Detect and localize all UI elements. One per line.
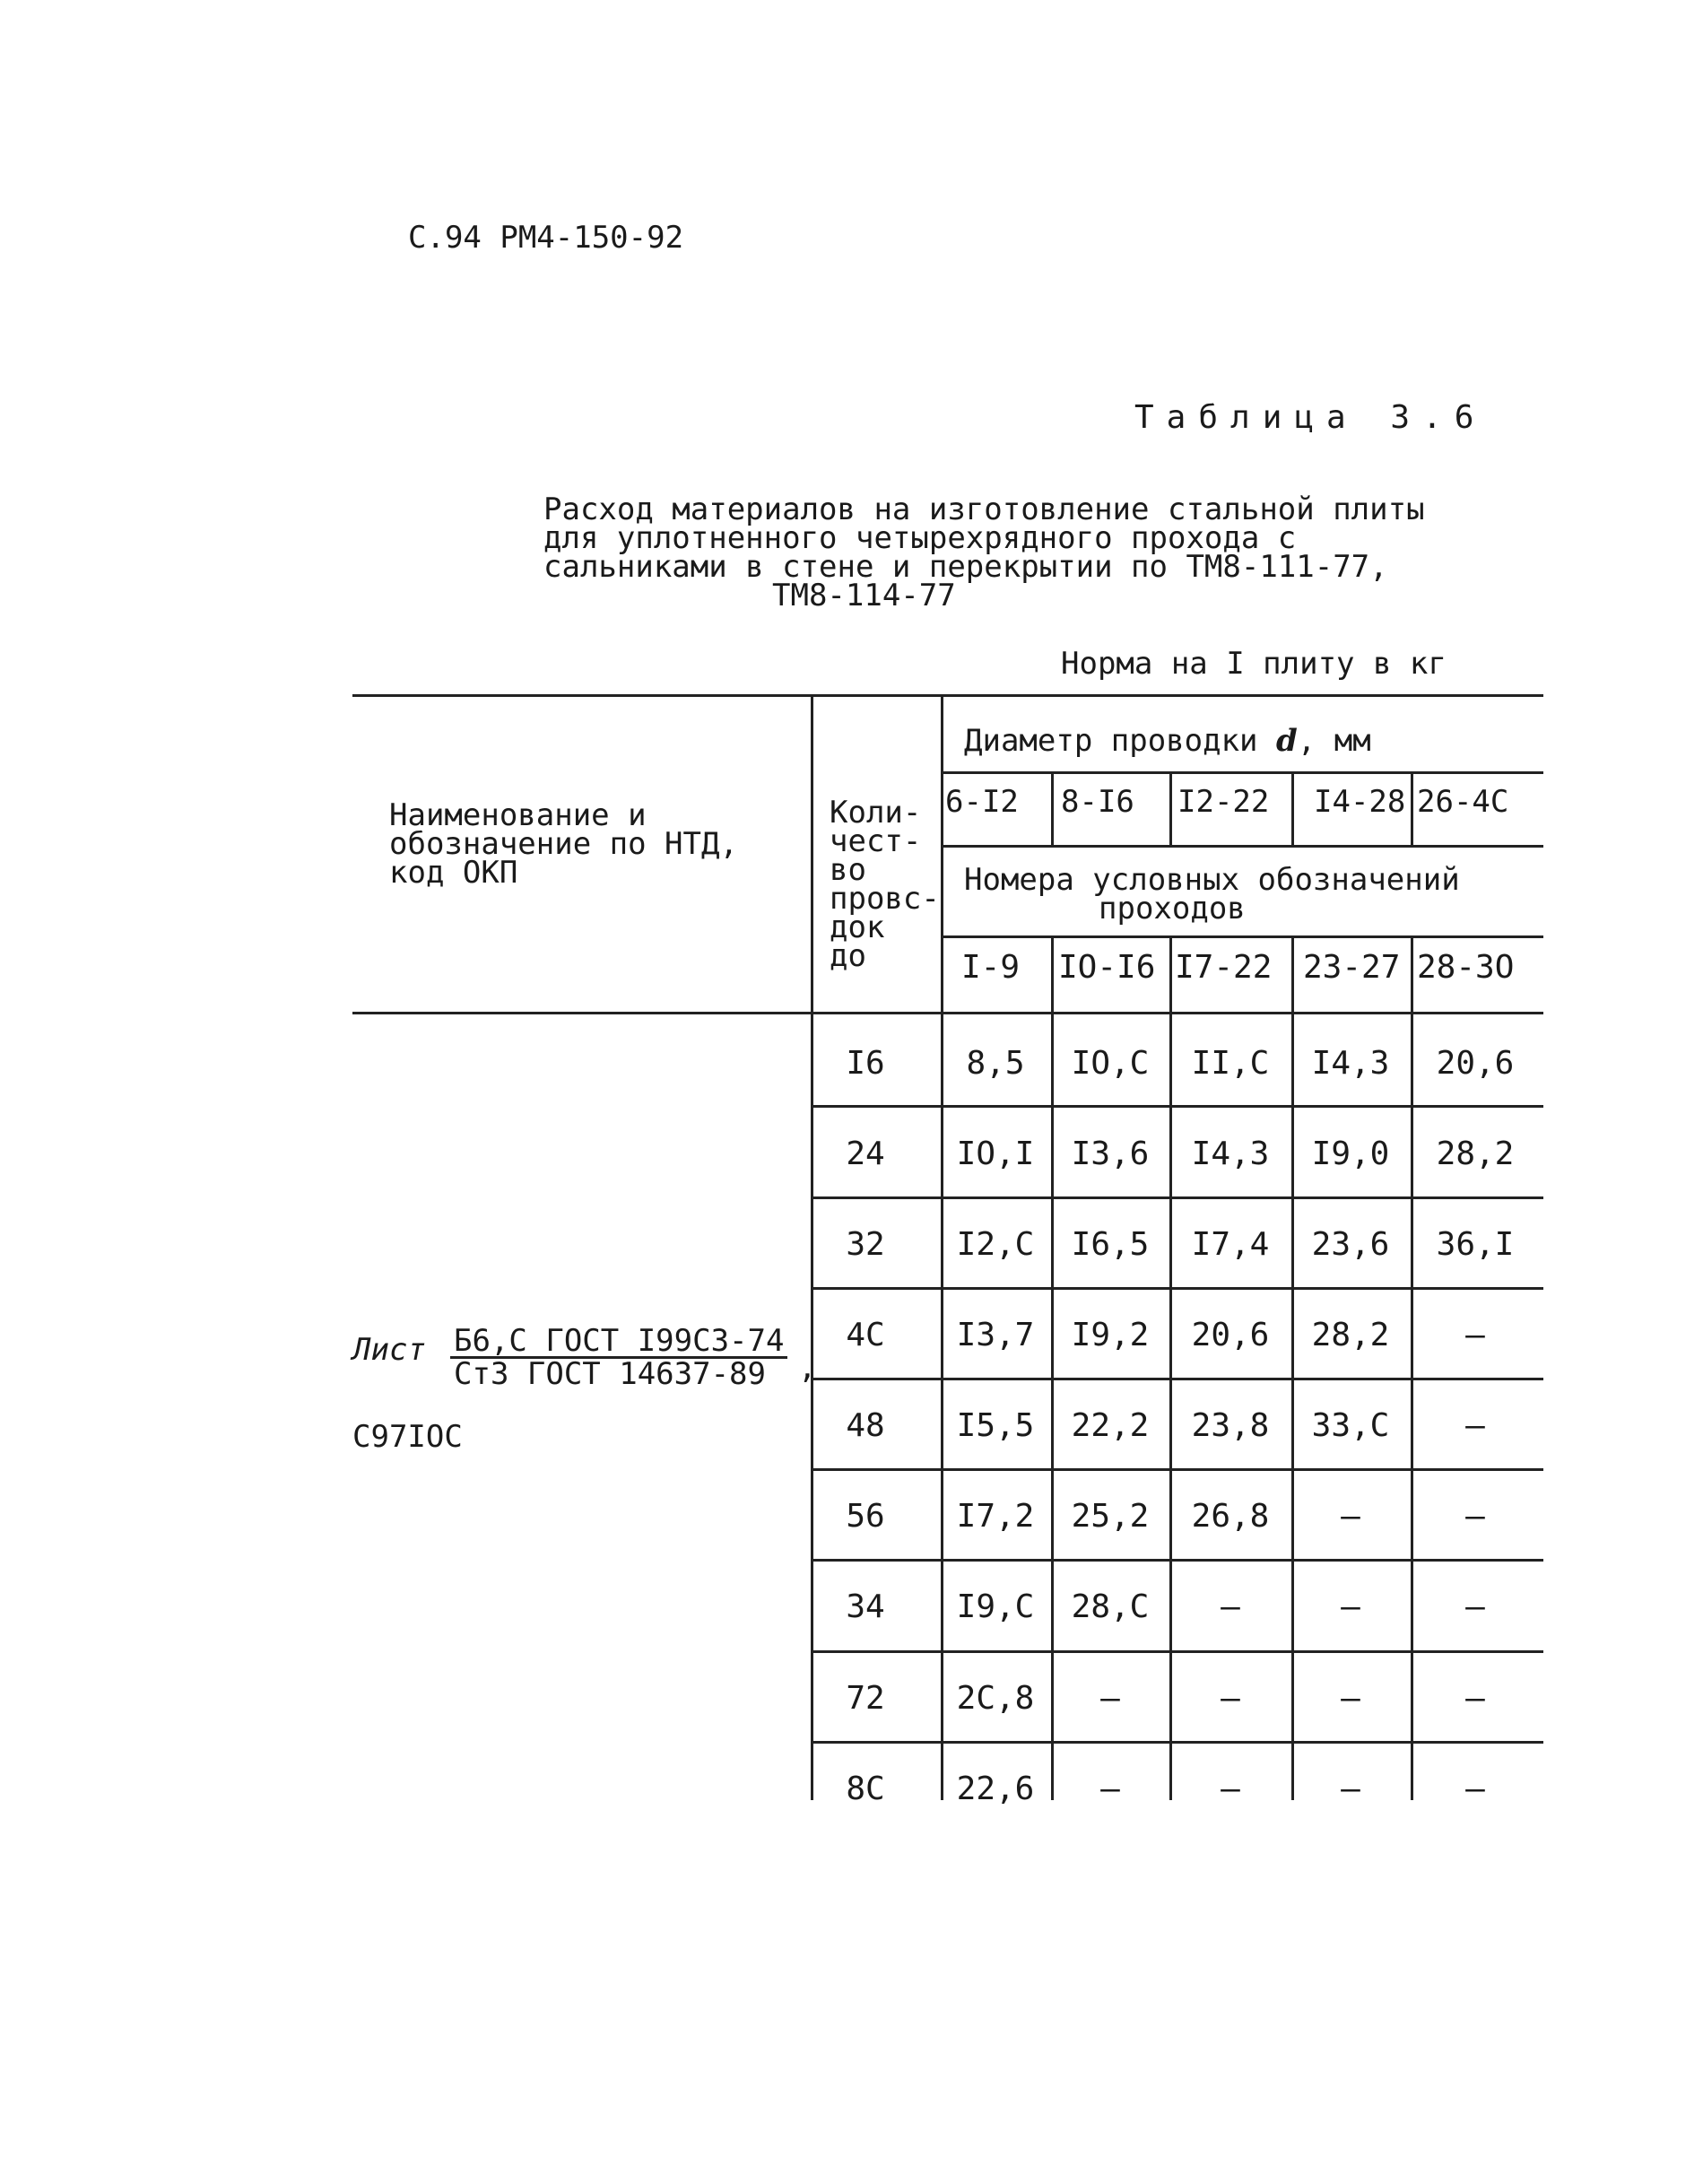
diameter-value: 26-4С (1417, 784, 1509, 820)
data-col-divider (1291, 771, 1294, 845)
value-cell: 25,2 (1071, 1498, 1150, 1535)
quantity-cell: I6 (846, 1045, 885, 1082)
numbers-header-rule (941, 935, 1543, 938)
row-rule (811, 1378, 1543, 1380)
value-cell: – (1221, 1680, 1240, 1717)
okp-code: С97IОС (352, 1419, 463, 1455)
diameter-value: I4-28 (1314, 784, 1406, 820)
material-prefix: Лист (352, 1332, 426, 1368)
value-cell: – (1221, 1771, 1240, 1807)
table-caption (543, 492, 1425, 613)
value-cell: – (1465, 1317, 1485, 1353)
row-rule (811, 1741, 1543, 1744)
value-cell: 26,8 (1191, 1498, 1270, 1535)
table-title: Таблица 3.6 (1134, 399, 1487, 436)
material-denominator: Ст3 ГОСТ 14637-89 (454, 1356, 766, 1392)
value-cell: 20,6 (1436, 1045, 1515, 1082)
value-cell: I9,0 (1311, 1136, 1390, 1172)
value-cell: 28,2 (1436, 1136, 1515, 1172)
data-col-divider (1411, 935, 1413, 1800)
value-cell: 22,2 (1071, 1407, 1150, 1444)
value-cell: – (1100, 1771, 1120, 1807)
value-cell: – (1465, 1771, 1485, 1807)
value-cell: II,С (1191, 1045, 1270, 1082)
number-range: 28-3О (1417, 949, 1515, 986)
number-range: 23-27 (1303, 949, 1401, 986)
value-cell: I9,2 (1071, 1317, 1150, 1353)
quantity-cell: 56 (846, 1498, 885, 1535)
number-range: I7-22 (1175, 949, 1273, 986)
value-cell: 8,5 (966, 1045, 1025, 1082)
row-rule (811, 1559, 1543, 1562)
page-header: С.94 РМ4-150-92 (408, 220, 684, 256)
diameter-values-rule (941, 845, 1543, 848)
col1-header: Наименование и обозначение по НТД, код ОКП (389, 797, 738, 891)
value-cell: IO,I (956, 1136, 1035, 1172)
row-rule (811, 1196, 1543, 1199)
value-cell: I6,5 (1071, 1226, 1150, 1263)
value-cell: I7,2 (956, 1498, 1035, 1535)
value-cell: I4,3 (1191, 1136, 1270, 1172)
value-cell: 33,С (1311, 1407, 1390, 1444)
value-cell: – (1341, 1498, 1360, 1535)
material-numerator: Б6,С ГОСТ I99С3-74 (450, 1326, 787, 1359)
diameter-header-rule (941, 771, 1543, 774)
quantity-cell: 34 (846, 1588, 885, 1625)
value-cell: – (1341, 1680, 1360, 1717)
value-cell: I5,5 (956, 1407, 1035, 1444)
value-cell: I4,3 (1311, 1045, 1390, 1082)
value-cell: – (1465, 1680, 1485, 1717)
value-cell: I7,4 (1191, 1226, 1270, 1263)
quantity-cell: 32 (846, 1226, 885, 1263)
norm-note: Норма на I плиту в кг (1061, 646, 1447, 682)
value-cell: 36,I (1436, 1226, 1515, 1263)
data-col-divider (1051, 771, 1054, 845)
quantity-cell: 24 (846, 1136, 885, 1172)
value-cell: I3,6 (1071, 1136, 1150, 1172)
value-cell: 2С,8 (956, 1680, 1035, 1717)
material-comma: , (798, 1350, 817, 1386)
row-rule (811, 1468, 1543, 1471)
caption-line: для уплотненного четырехрядного прохода с (543, 520, 1297, 556)
quantity-cell: 4С (846, 1317, 885, 1353)
value-cell: – (1341, 1588, 1360, 1625)
value-cell: IO,С (1071, 1045, 1150, 1082)
value-cell: I9,С (956, 1588, 1035, 1625)
caption-line: ТМ8-114-77 (772, 578, 956, 613)
value-cell: 23,8 (1191, 1407, 1270, 1444)
diameter-value: I2-22 (1177, 784, 1270, 820)
quantity-cell: 72 (846, 1680, 885, 1717)
data-col-divider (1169, 771, 1172, 845)
value-cell: 28,С (1071, 1588, 1150, 1625)
value-cell: 23,6 (1311, 1226, 1390, 1263)
row-rule (811, 1105, 1543, 1108)
value-cell: 28,2 (1311, 1317, 1390, 1353)
value-cell: 22,6 (956, 1771, 1035, 1807)
col2-header: Коли- чест- во провс- док до (830, 795, 940, 974)
data-col-divider (1411, 771, 1413, 845)
value-cell: – (1100, 1680, 1120, 1717)
number-range: IO-I6 (1058, 949, 1156, 986)
quantity-cell: 48 (846, 1407, 885, 1444)
caption-line: Расход материалов на изготовление стальной плиты (543, 492, 1425, 527)
diameter-header: Диаметр проводки d, мм (964, 723, 1371, 759)
caption-line: сальниками в стене и перекрытии по ТМ8-111-77, (543, 549, 1388, 585)
value-cell: – (1465, 1407, 1485, 1444)
row-rule (811, 1650, 1543, 1653)
value-cell: 20,6 (1191, 1317, 1270, 1353)
table-top-rule (352, 694, 1543, 697)
value-cell: – (1465, 1498, 1485, 1535)
quantity-cell: 8С (846, 1771, 885, 1807)
value-cell: I3,7 (956, 1317, 1035, 1353)
diameter-symbol: d (1276, 723, 1298, 759)
numbers-header: Номера условных обозначений проходов (964, 862, 1460, 927)
diameter-value: 6-I2 (945, 784, 1019, 820)
material-fraction (450, 1323, 787, 1392)
header-bottom-rule (352, 1012, 1543, 1014)
value-cell: – (1465, 1588, 1485, 1625)
number-range: I-9 (961, 949, 1021, 986)
value-cell: I2,С (956, 1226, 1035, 1263)
value-cell: – (1341, 1771, 1360, 1807)
row-rule (811, 1287, 1543, 1290)
value-cell: – (1221, 1588, 1240, 1625)
diameter-value: 8-I6 (1061, 784, 1134, 820)
